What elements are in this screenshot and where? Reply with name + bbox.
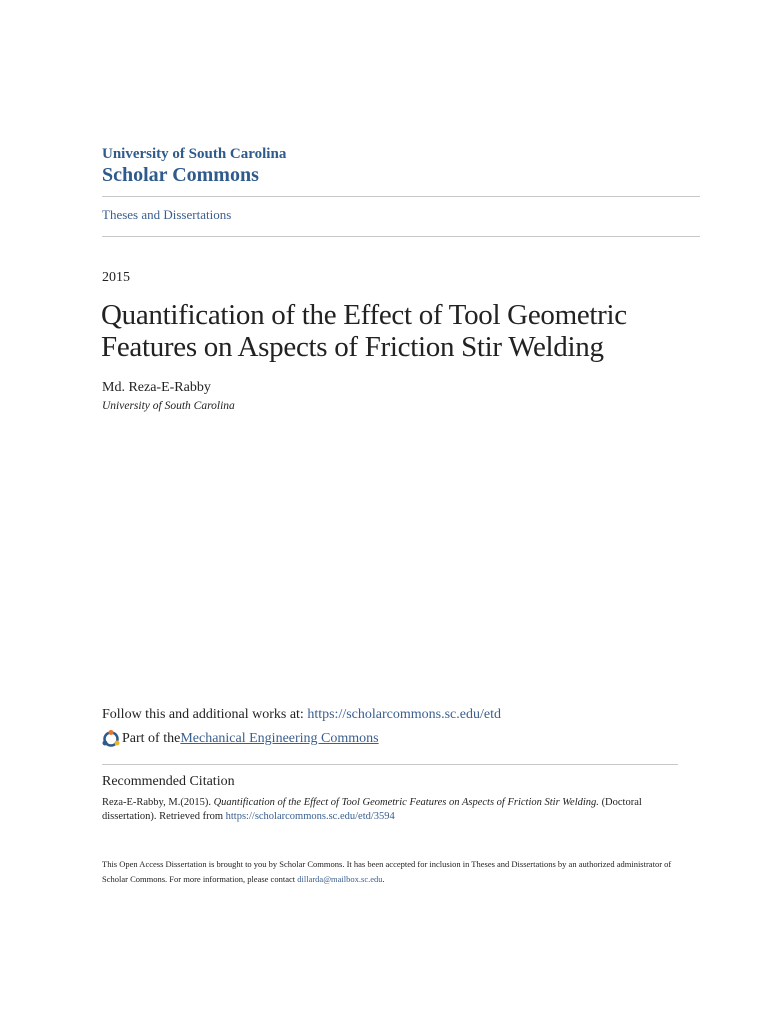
contact-email-link[interactable]: dillarda@mailbox.sc.edu <box>297 874 383 884</box>
citation-title: Quantification of the Effect of Tool Geometric Features on Aspects of Friction Stir Welding. <box>213 797 599 808</box>
publication-year: 2015 <box>102 270 130 285</box>
divider-middle <box>102 236 700 237</box>
repository-header <box>102 145 286 187</box>
follow-line <box>102 707 501 723</box>
university-name[interactable]: University of South Carolina <box>102 146 287 162</box>
title-line-1: Quantification of the Effect of Tool Geometric <box>101 299 627 331</box>
title-line-2: Features on Aspects of Friction Stir Welding <box>101 331 604 363</box>
citation-heading: Recommended Citation <box>102 774 235 789</box>
repository-name[interactable]: Scholar Commons <box>102 164 259 186</box>
footer-end: . <box>382 874 385 884</box>
divider-top <box>102 196 700 197</box>
author-affiliation: University of South Carolina <box>102 400 235 412</box>
citation-prefix: Reza-E-Rabby, M.(2015). <box>102 797 214 808</box>
mechanical-engineering-commons-link[interactable]: Mechanical Engineering Commons <box>180 731 379 746</box>
follow-text: Follow this and additional works at: <box>102 707 308 722</box>
citation-text <box>102 796 662 824</box>
open-access-note <box>102 857 682 887</box>
network-icon <box>102 730 120 748</box>
document-title <box>101 299 701 363</box>
part-of-line <box>102 730 379 748</box>
part-of-text: Part of the <box>122 731 181 746</box>
citation-middle: (Doctoral dissertation). Retrieved from <box>102 797 642 822</box>
etd-url-link[interactable]: https://scholarcommons.sc.edu/etd <box>307 707 501 722</box>
citation-url-link[interactable]: https://scholarcommons.sc.edu/etd/3594 <box>225 811 395 822</box>
author-name: Md. Reza-E-Rabby <box>102 380 211 395</box>
footer-text: This Open Access Dissertation is brought to you by Scholar Commons. It has been accepted for inclusion in Theses and Dissertations by an authorized administrator of Scholar Commons. For more information, please contact <box>102 859 672 884</box>
collection-link[interactable]: Theses and Dissertations <box>102 207 232 222</box>
divider-citation <box>102 764 678 765</box>
